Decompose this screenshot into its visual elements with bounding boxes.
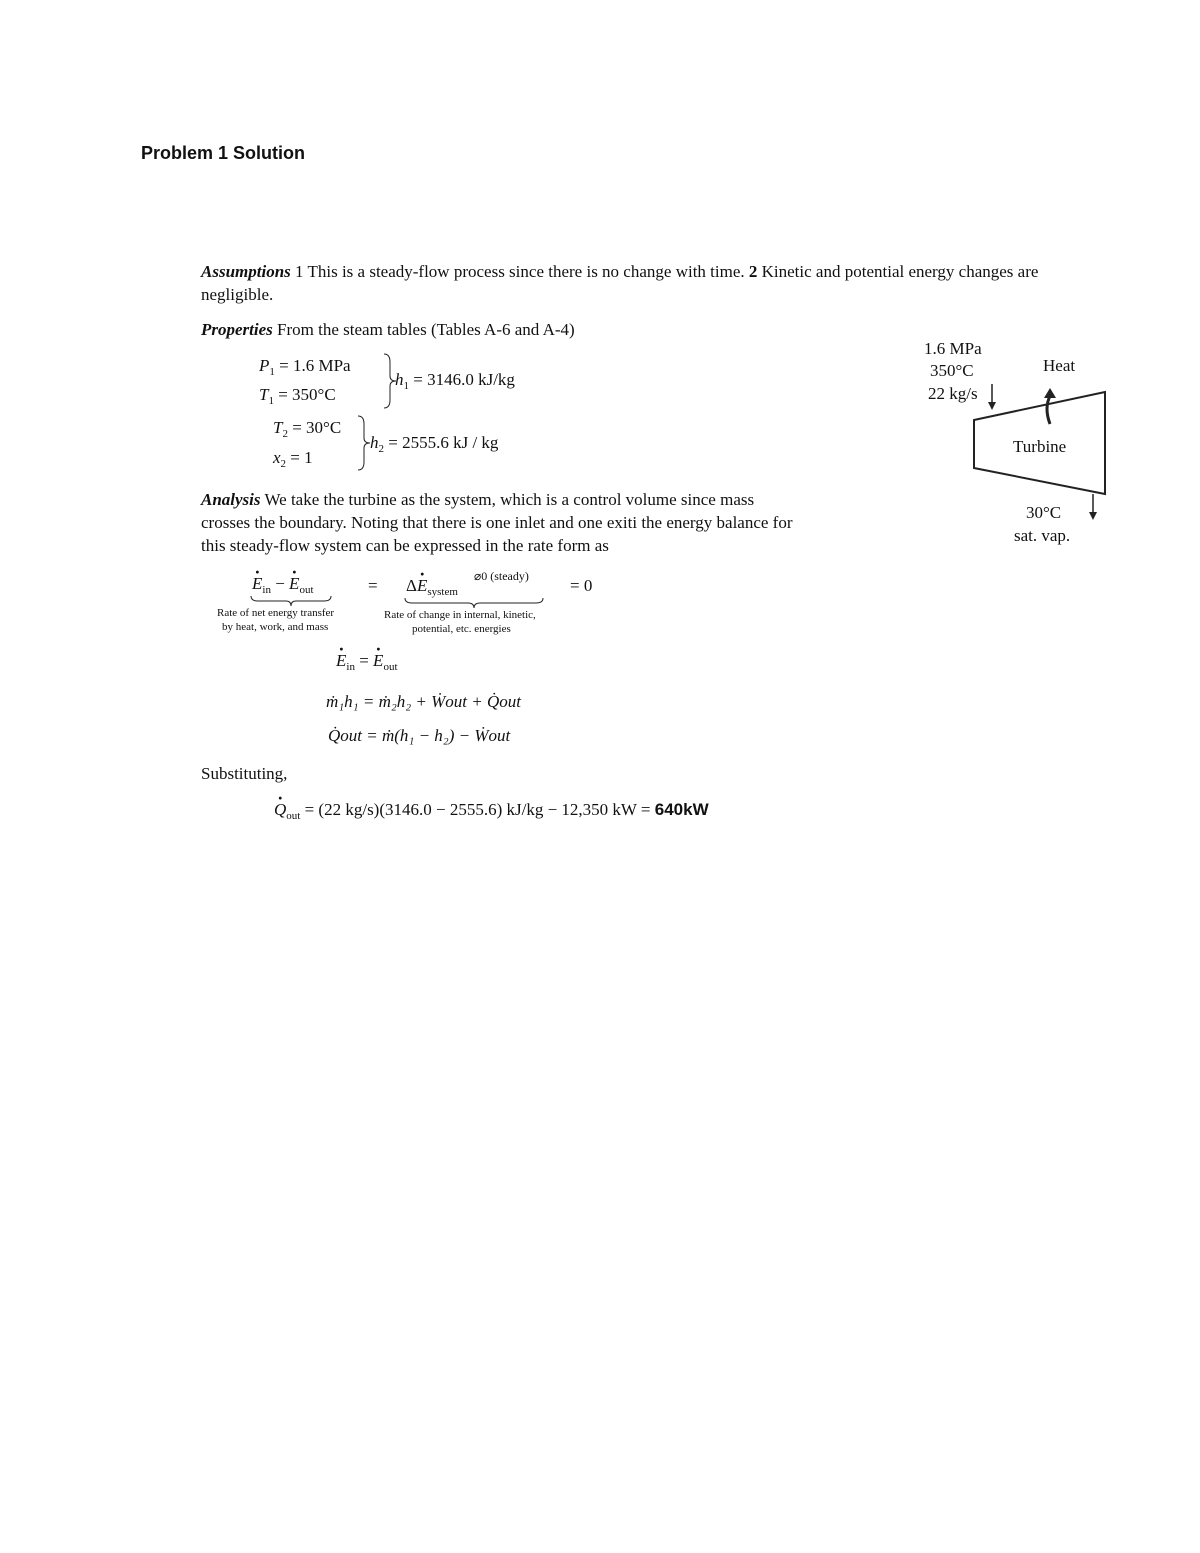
final-result: 640kW	[654, 800, 709, 819]
assumptions-line-2: negligible.	[201, 285, 274, 304]
analysis-line-1: Analysis We take the turbine as the system, which is a control volume since mass	[201, 490, 755, 509]
balance-note-lhs-2: by heat, work, and mass	[222, 621, 329, 633]
balance-note-rhs-2: potential, etc. energies	[412, 623, 511, 635]
balance-note-rhs-1: Rate of change in internal, kinetic,	[384, 609, 536, 621]
inlet-arrow-head	[988, 402, 996, 410]
balance-rhs: $\Delta\cdot E_{system}$	[406, 576, 458, 596]
balance-lhs: · $E_{in}$ − · $E_{out}$	[252, 574, 314, 594]
heat-arrow-head	[1044, 388, 1056, 398]
balance-equals: =	[368, 576, 378, 595]
analysis-line-2: crosses the boundary. Noting that there is one inlet and one exiti the energy balance for	[201, 513, 793, 532]
balance-lhs-underbrace	[250, 595, 332, 607]
analysis-line-3: this steady-flow system can be expressed in the rate form as	[201, 536, 609, 555]
assumptions-line-1	[201, 260, 1038, 283]
balance-note-lhs-1: Rate of net energy transfer	[217, 607, 335, 619]
properties-line	[201, 318, 575, 341]
outlet-temperature: 30°C	[1026, 503, 1062, 522]
balance-rhs-underbrace	[404, 597, 544, 609]
page-title: Problem 1 Solution	[141, 143, 306, 163]
state2-enthalpy: $h_2 = 2555.6$ kJ / kg	[370, 433, 499, 455]
heat-arrow	[1047, 396, 1050, 424]
state2-quality: $x_2 = 1$	[273, 448, 313, 470]
inlet-temperature: 350°C	[930, 361, 974, 380]
assumption-1-text: This is a steady-flow process since there is no change with time.	[307, 262, 745, 281]
inlet-mass-flow: 22 kg/s	[928, 384, 978, 403]
substituting-label: Substituting,	[201, 764, 288, 783]
balance-steady-note: ⌀0 (steady)	[474, 569, 529, 583]
assumptions-label: Assumptions	[201, 262, 291, 281]
inlet-pressure: 1.6 MPa	[924, 339, 982, 358]
eq-mass-energy: ṁ₁h₁ = ṁ₂h₂ + Ẇout + Q̇out	[326, 692, 521, 711]
state1-enthalpy: $h_1 = 3146.0$ kJ/kg	[395, 370, 515, 392]
state1-pressure: $P_1 = 1.6$ MPa	[259, 356, 351, 378]
eq-ein-eout: · $E_{in}$ = · $E_{out}$	[336, 651, 398, 671]
balance-zero: = 0	[570, 576, 593, 595]
outlet-state: sat. vap.	[1014, 526, 1071, 545]
heat-label: Heat	[1043, 356, 1076, 375]
state1-temperature: $T_1 = 350^\circ C$	[259, 385, 336, 407]
assumption-2-number: 2	[748, 262, 758, 281]
assumption-2-text: Kinetic and potential energy changes are	[761, 262, 1039, 281]
turbine-label: Turbine	[1013, 437, 1067, 456]
analysis-label: Analysis	[201, 490, 261, 509]
outlet-arrow-head	[1089, 512, 1097, 520]
final-equation: · $Q_{out} = (22$ kg/s)(3146.0 − 2555.6) kJ/kg − 12,350 kW = 640kW	[274, 800, 709, 820]
properties-label: Properties	[201, 320, 273, 339]
eq-q-out: Q̇out = ṁ(h₁ − h₂) − Ẇout	[328, 726, 511, 745]
assumption-1-number: 1	[295, 262, 304, 281]
state2-temperature: $T_2 = 30^\circ C$	[273, 418, 342, 440]
properties-text: From the steam tables (Tables A-6 and A-4)	[277, 320, 575, 339]
